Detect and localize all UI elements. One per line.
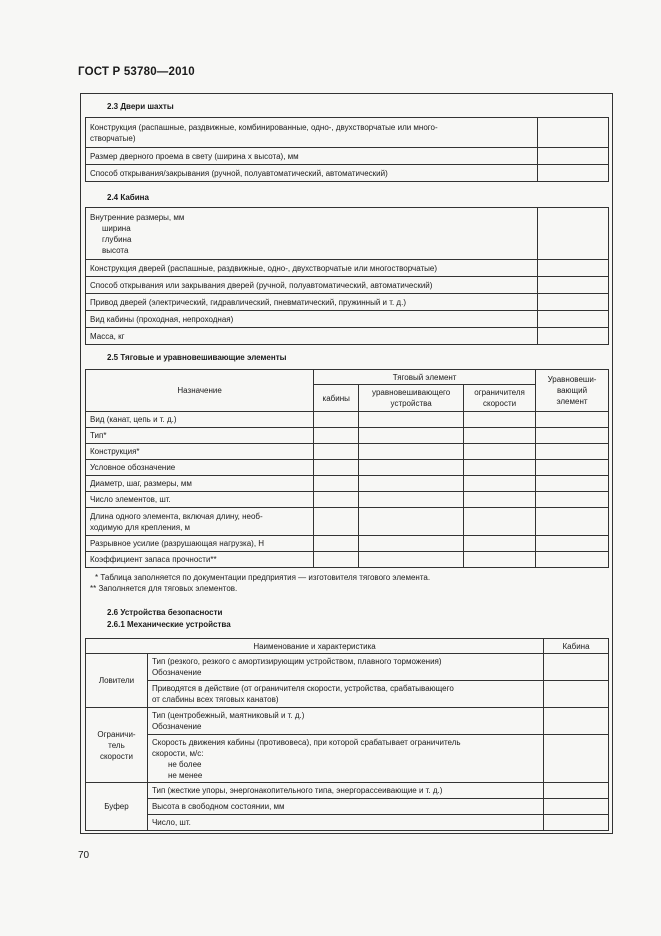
header-text: скорости xyxy=(483,399,517,408)
table-2-4 xyxy=(85,207,609,345)
row-label: Условное обозначение xyxy=(86,460,314,476)
col-cabin-header: кабины xyxy=(314,385,359,412)
row-text-cont: ходимую для крепления, м xyxy=(90,522,191,532)
value-cell[interactable] xyxy=(314,492,359,508)
value-cell[interactable] xyxy=(538,260,609,277)
door-construction-label: Конструкция дверей (распашные, раздвижные, одно-, двухстворчатые или многостворчатые) xyxy=(86,260,538,277)
value-cell[interactable] xyxy=(359,412,464,428)
value-cell[interactable] xyxy=(314,552,359,568)
value-cell[interactable] xyxy=(536,492,609,508)
value-cell[interactable] xyxy=(544,735,609,783)
header-text: Уравновеши- xyxy=(547,375,597,384)
row-label: Разрывное усилие (разрушающая нагрузка), Н xyxy=(86,536,314,552)
value-cell[interactable] xyxy=(544,815,609,831)
value-cell[interactable] xyxy=(359,444,464,460)
document-header: ГОСТ Р 53780—2010 xyxy=(78,66,195,78)
header-text: ограничителя xyxy=(474,388,525,397)
col-traction-header: Тяговый элемент xyxy=(314,370,536,385)
header-text: уравновешивающего xyxy=(372,388,451,397)
row-label: Диаметр, шаг, размеры, мм xyxy=(86,476,314,492)
value-cell[interactable] xyxy=(536,444,609,460)
value-cell[interactable] xyxy=(314,428,359,444)
section-2-4-title: 2.4 Кабина xyxy=(107,193,149,202)
col-cabin-header: Кабина xyxy=(544,639,609,654)
label-text: скорости xyxy=(99,751,134,761)
value-cell[interactable] xyxy=(538,118,609,148)
door-opening-size-label: Размер дверного проема в свету (ширина х высота), мм xyxy=(86,148,538,165)
value-cell[interactable] xyxy=(359,492,464,508)
dim-width: ширина xyxy=(102,224,131,233)
col-purpose-header: Назначение xyxy=(86,370,314,412)
row-text: Приводятся в действие (от ограничителя скорости, устройства, срабатывающего xyxy=(151,684,454,693)
value-cell[interactable] xyxy=(359,536,464,552)
section-2-6-1-title: 2.6.1 Механические устройства xyxy=(107,620,231,629)
row-label: Коэффициент запаса прочности** xyxy=(86,552,314,568)
row-text-cont: створчатые) xyxy=(90,133,136,143)
col-counterweight-header xyxy=(359,385,464,412)
section-2-3-title: 2.3 Двери шахты xyxy=(107,102,174,111)
opening-method-label: Способ открывания/закрывания (ручной, полуавтоматический, автоматический) xyxy=(86,165,538,182)
buffer-height: Высота в свободном состоянии, мм xyxy=(147,799,543,815)
buffer-count: Число, шт. xyxy=(147,815,543,831)
catchers-label: Ловители xyxy=(86,654,148,708)
value-cell[interactable] xyxy=(536,536,609,552)
row-text-cont: от слабины всех тяговых канатов) xyxy=(151,695,279,704)
row-text-cont: Обозначение xyxy=(151,722,202,731)
catchers-type xyxy=(147,654,543,681)
row-text-cont: скорости, м/с: xyxy=(151,748,204,758)
limiter-trip-speed xyxy=(147,735,543,783)
value-cell[interactable] xyxy=(314,460,359,476)
header-text: элемент xyxy=(556,397,588,406)
row-text: Длина одного элемента, включая длину, необ- xyxy=(90,511,263,521)
value-cell[interactable] xyxy=(464,552,536,568)
col-balance-header xyxy=(536,370,609,412)
value-cell[interactable] xyxy=(536,460,609,476)
header-text: устройства xyxy=(390,399,432,408)
door-opening-method-label: Способ открывания или закрывания дверей (ручной, полуавтоматический, автоматический) xyxy=(86,277,538,294)
value-cell[interactable] xyxy=(544,783,609,799)
value-cell[interactable] xyxy=(314,444,359,460)
header-text: вающий xyxy=(556,386,588,395)
construction-label xyxy=(86,118,538,148)
max-label: не более xyxy=(167,759,202,769)
value-cell[interactable] xyxy=(538,294,609,311)
door-drive-label: Привод дверей (электрический, гидравлический, пневматический, пружинный и т. д.) xyxy=(86,294,538,311)
section-2-6-title: 2.6 Устройства безопасности xyxy=(107,608,223,617)
value-cell[interactable] xyxy=(464,476,536,492)
row-text-cont: Обозначение xyxy=(151,668,202,677)
value-cell[interactable] xyxy=(544,681,609,708)
cabin-type-label: Вид кабины (проходная, непроходная) xyxy=(86,311,538,328)
row-label: Тип* xyxy=(86,428,314,444)
value-cell[interactable] xyxy=(464,460,536,476)
table-2-6-1 xyxy=(85,638,609,831)
inner-dims-label: Внутренние размеры, мм xyxy=(90,213,185,222)
value-cell[interactable] xyxy=(538,328,609,345)
value-cell[interactable] xyxy=(314,412,359,428)
catchers-actuation xyxy=(147,681,543,708)
buffer-label: Буфер xyxy=(86,783,148,831)
value-cell[interactable] xyxy=(359,460,464,476)
page-number: 70 xyxy=(78,850,90,861)
row-text: Тип (резкого, резкого с амортизирующим устройством, плавного торможения) xyxy=(151,657,442,666)
value-cell[interactable] xyxy=(359,428,464,444)
row-label: Число элементов, шт. xyxy=(86,492,314,508)
row-label: Конструкция* xyxy=(86,444,314,460)
value-cell[interactable] xyxy=(536,508,609,536)
table-2-3 xyxy=(85,117,609,182)
footnote-2: ** Заполняется для тяговых элементов. xyxy=(90,584,238,593)
value-cell[interactable] xyxy=(464,428,536,444)
row-label: Вид (канат, цепь и т. д.) xyxy=(86,412,314,428)
row-text: Тип (центробежный, маятниковый и т. д.) xyxy=(151,711,305,720)
value-cell[interactable] xyxy=(544,654,609,681)
col-limiter-header xyxy=(464,385,536,412)
row-label xyxy=(86,508,314,536)
footnote-1: * Таблица заполняется по документации предприятия — изготовителя тягового элемента. xyxy=(95,573,431,582)
value-cell[interactable] xyxy=(314,476,359,492)
value-cell[interactable] xyxy=(536,412,609,428)
speed-limiter-label xyxy=(86,708,148,783)
value-cell[interactable] xyxy=(538,311,609,328)
value-cell[interactable] xyxy=(538,277,609,294)
value-cell[interactable] xyxy=(359,476,464,492)
value-cell[interactable] xyxy=(359,508,464,536)
dim-height: высота xyxy=(102,246,129,255)
value-cell[interactable] xyxy=(538,208,609,260)
value-cell[interactable] xyxy=(464,536,536,552)
value-cell[interactable] xyxy=(359,552,464,568)
value-cell[interactable] xyxy=(536,552,609,568)
value-cell[interactable] xyxy=(314,508,359,536)
limiter-type xyxy=(147,708,543,735)
value-cell[interactable] xyxy=(464,444,536,460)
min-label: не менее xyxy=(167,770,203,780)
mass-label: Масса, кг xyxy=(86,328,538,345)
table-2-5 xyxy=(85,369,609,568)
col-name-header: Наименование и характеристика xyxy=(86,639,544,654)
value-cell[interactable] xyxy=(544,708,609,735)
value-cell[interactable] xyxy=(464,508,536,536)
inner-dims-cell xyxy=(86,208,538,260)
value-cell[interactable] xyxy=(538,165,609,182)
value-cell[interactable] xyxy=(538,148,609,165)
value-cell[interactable] xyxy=(536,476,609,492)
row-text: Скорость движения кабины (противовеса), при которой срабатывает ограничитель xyxy=(151,737,461,747)
label-text: тель xyxy=(108,740,125,750)
label-text: Ограничи- xyxy=(97,729,136,739)
value-cell[interactable] xyxy=(314,536,359,552)
row-text: Конструкция (распашные, раздвижные, комбинированные, одно-, двухстворчатые или много- xyxy=(90,122,438,132)
value-cell[interactable] xyxy=(544,799,609,815)
value-cell[interactable] xyxy=(536,428,609,444)
buffer-type: Тип (жесткие упоры, энергонакопительного типа, энергорассеивающие и т. д.) xyxy=(147,783,543,799)
value-cell[interactable] xyxy=(464,412,536,428)
value-cell[interactable] xyxy=(464,492,536,508)
section-2-5-title: 2.5 Тяговые и уравновешивающие элементы xyxy=(107,353,287,362)
dim-depth: глубина xyxy=(102,235,132,244)
